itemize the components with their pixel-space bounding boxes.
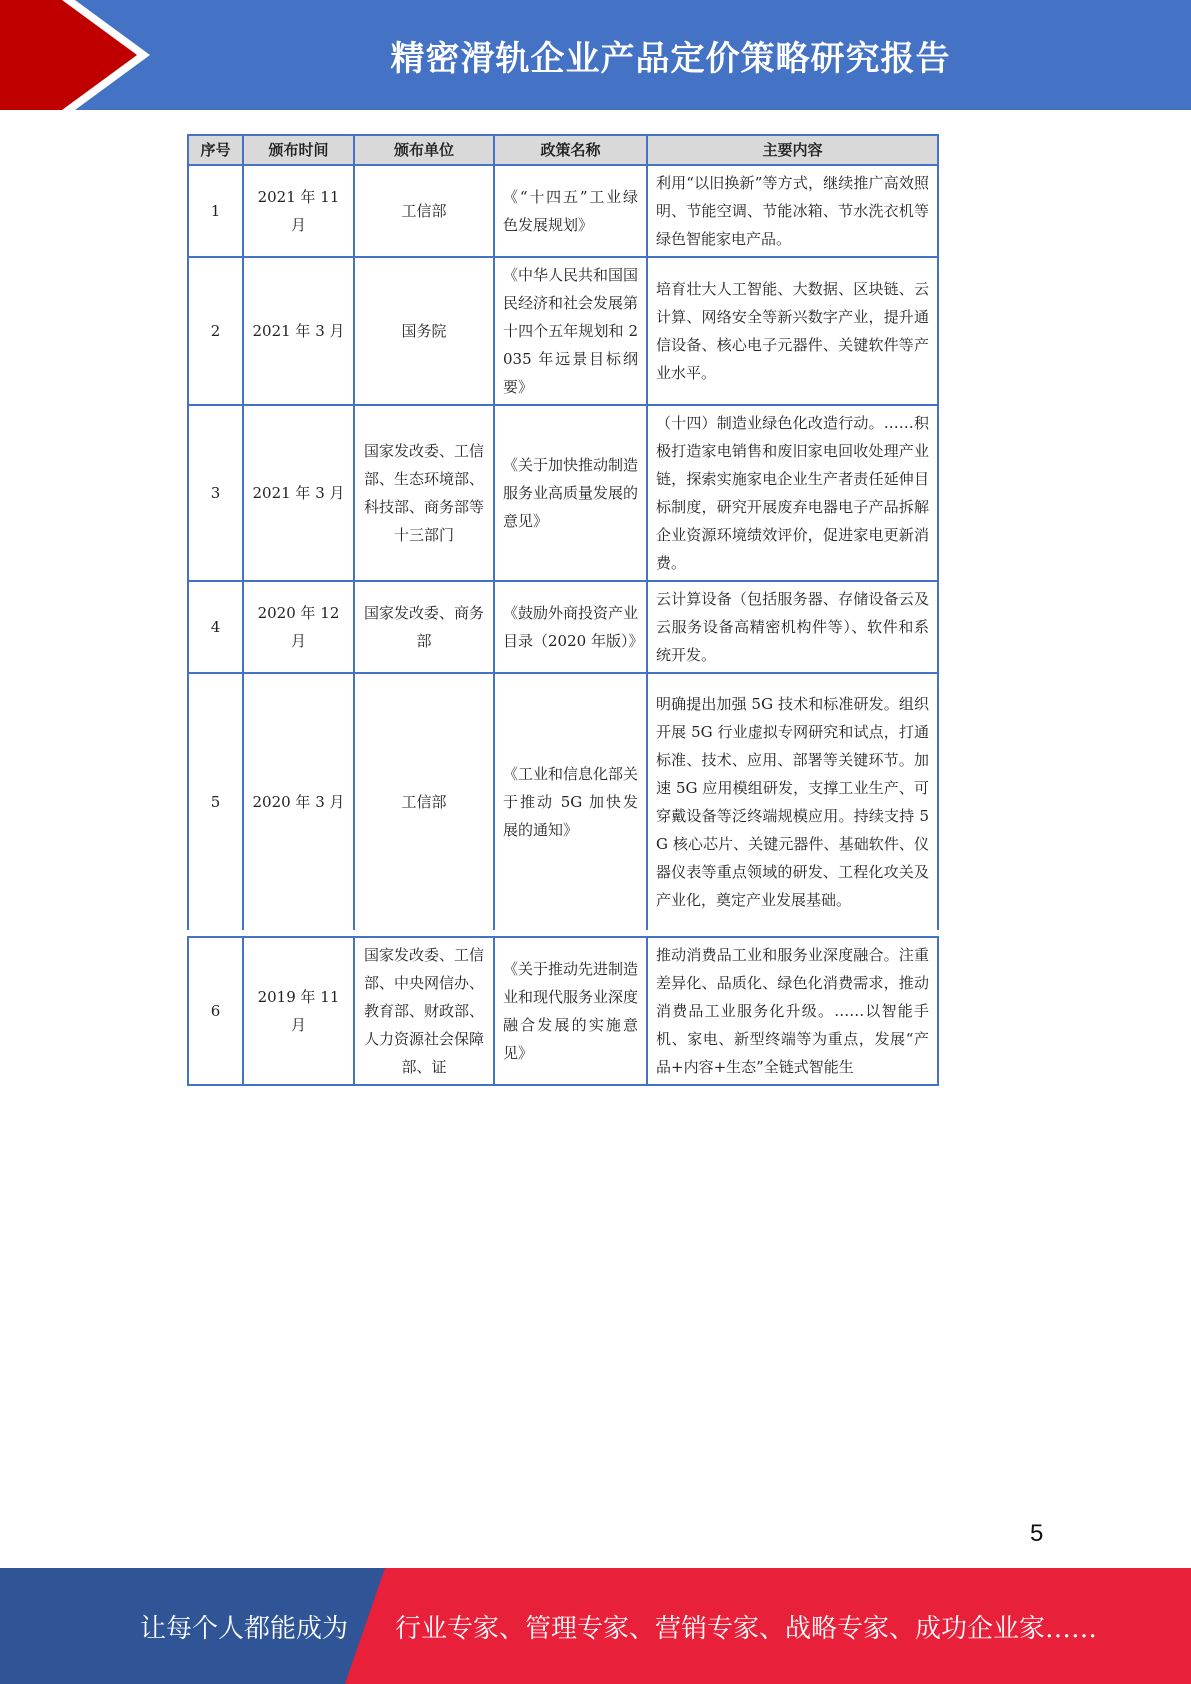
cell-no: 4 (188, 581, 243, 673)
cell-content: （十四）制造业绿色化改造行动。……积极打造家电销售和废旧家电回收处理产业链，探索实施家电企业生产者责任延伸目标制度，研究开展废弃电器电子产品拆解企业资源环境绩效评价，促进家电更新消费。 (647, 405, 938, 581)
cell-org: 国家发改委、工信部、生态环境部、科技部、商务部等十三部门 (354, 405, 494, 581)
cell-org: 国家发改委、商务部 (354, 581, 494, 673)
cell-policy-name: 《中华人民共和国国民经济和社会发展第十四个五年规划和 2035 年远景目标纲要》 (494, 257, 647, 405)
table-row (188, 257, 938, 405)
cell-date: 2020 年 3 月 (243, 673, 354, 930)
header-cell-org: 颁布单位 (354, 135, 494, 165)
table-row (188, 937, 938, 1085)
header-banner (0, 0, 1191, 110)
cell-policy-name: 《关于加快推动制造服务业高质量发展的意见》 (494, 405, 647, 581)
document-title: 精密滑轨企业产品定价策略研究报告 (390, 38, 951, 79)
header-arrow-decoration (0, 0, 160, 110)
page-number: 5 (1030, 1520, 1044, 1547)
footer-slogan-right: 行业专家、管理专家、营销专家、战略专家、成功企业家…… (395, 1613, 1098, 1644)
cell-no: 2 (188, 257, 243, 405)
cell-policy-name: 《鼓励外商投资产业目录（2020 年版）》 (494, 581, 647, 673)
cell-policy-name: 《工业和信息化部关于推动 5G 加快发展的通知》 (494, 673, 647, 930)
cell-org: 工信部 (354, 673, 494, 930)
cell-content: 利用“以旧换新”等方式，继续推广高效照明、节能空调、节能冰箱、节水洗衣机等绿色智能家电产品。 (647, 165, 938, 257)
cell-content: 推动消费品工业和服务业深度融合。注重差异化、品质化、绿色化消费需求，推动消费品工业服务化升级。……以智能手机、家电、新型终端等为重点，发展“产品+内容+生态”全链式智能生 (647, 937, 938, 1085)
cell-no: 5 (188, 673, 243, 930)
cell-org: 国务院 (354, 257, 494, 405)
cell-org: 工信部 (354, 165, 494, 257)
header-cell-content: 主要内容 (647, 135, 938, 165)
cell-org: 国家发改委、工信部、中央网信办、教育部、财政部、人力资源社会保障部、证 (354, 937, 494, 1085)
cell-content: 明确提出加强 5G 技术和标准研发。组织开展 5G 行业虚拟专网研究和试点，打通标准、技术、应用、部署等关键环节。加速 5G 应用模组研发，支撑工业生产、可穿戴设备等泛终端规模应用。持续支持 5G 核心芯片、关键元器件、基础软件、仪器仪表等重点领域的研发、工程化攻关及产业化，奠定产业发展基础。 (647, 673, 938, 930)
cell-no: 1 (188, 165, 243, 257)
policy-table (187, 134, 939, 930)
header-cell-no: 序号 (188, 135, 243, 165)
cell-date: 2021 年 3 月 (243, 257, 354, 405)
cell-date: 2021 年 11 月 (243, 165, 354, 257)
cell-content: 培育壮大人工智能、大数据、区块链、云计算、网络安全等新兴数字产业，提升通信设备、核心电子元器件、关键软件等产业水平。 (647, 257, 938, 405)
cell-date: 2020 年 12 月 (243, 581, 354, 673)
table-row (188, 165, 938, 257)
footer-banner (0, 1568, 1191, 1684)
cell-no: 6 (188, 937, 243, 1085)
table-row (188, 405, 938, 581)
cell-no: 3 (188, 405, 243, 581)
policy-table-continued (187, 936, 939, 1086)
cell-date: 2019 年 11 月 (243, 937, 354, 1085)
cell-date: 2021 年 3 月 (243, 405, 354, 581)
header-cell-date: 颁布时间 (243, 135, 354, 165)
cell-content: 云计算设备（包括服务器、存储设备云及云服务设备高精密机构件等）、软件和系统开发。 (647, 581, 938, 673)
table-row (188, 581, 938, 673)
footer-slogan-left: 让每个人都能成为 (140, 1613, 349, 1644)
cell-policy-name: 《“十四五”工业绿色发展规划》 (494, 165, 647, 257)
table-row (188, 673, 938, 930)
cell-policy-name: 《关于推动先进制造业和现代服务业深度融合发展的实施意见》 (494, 937, 647, 1085)
header-cell-name: 政策名称 (494, 135, 647, 165)
table-header-row (188, 135, 938, 165)
